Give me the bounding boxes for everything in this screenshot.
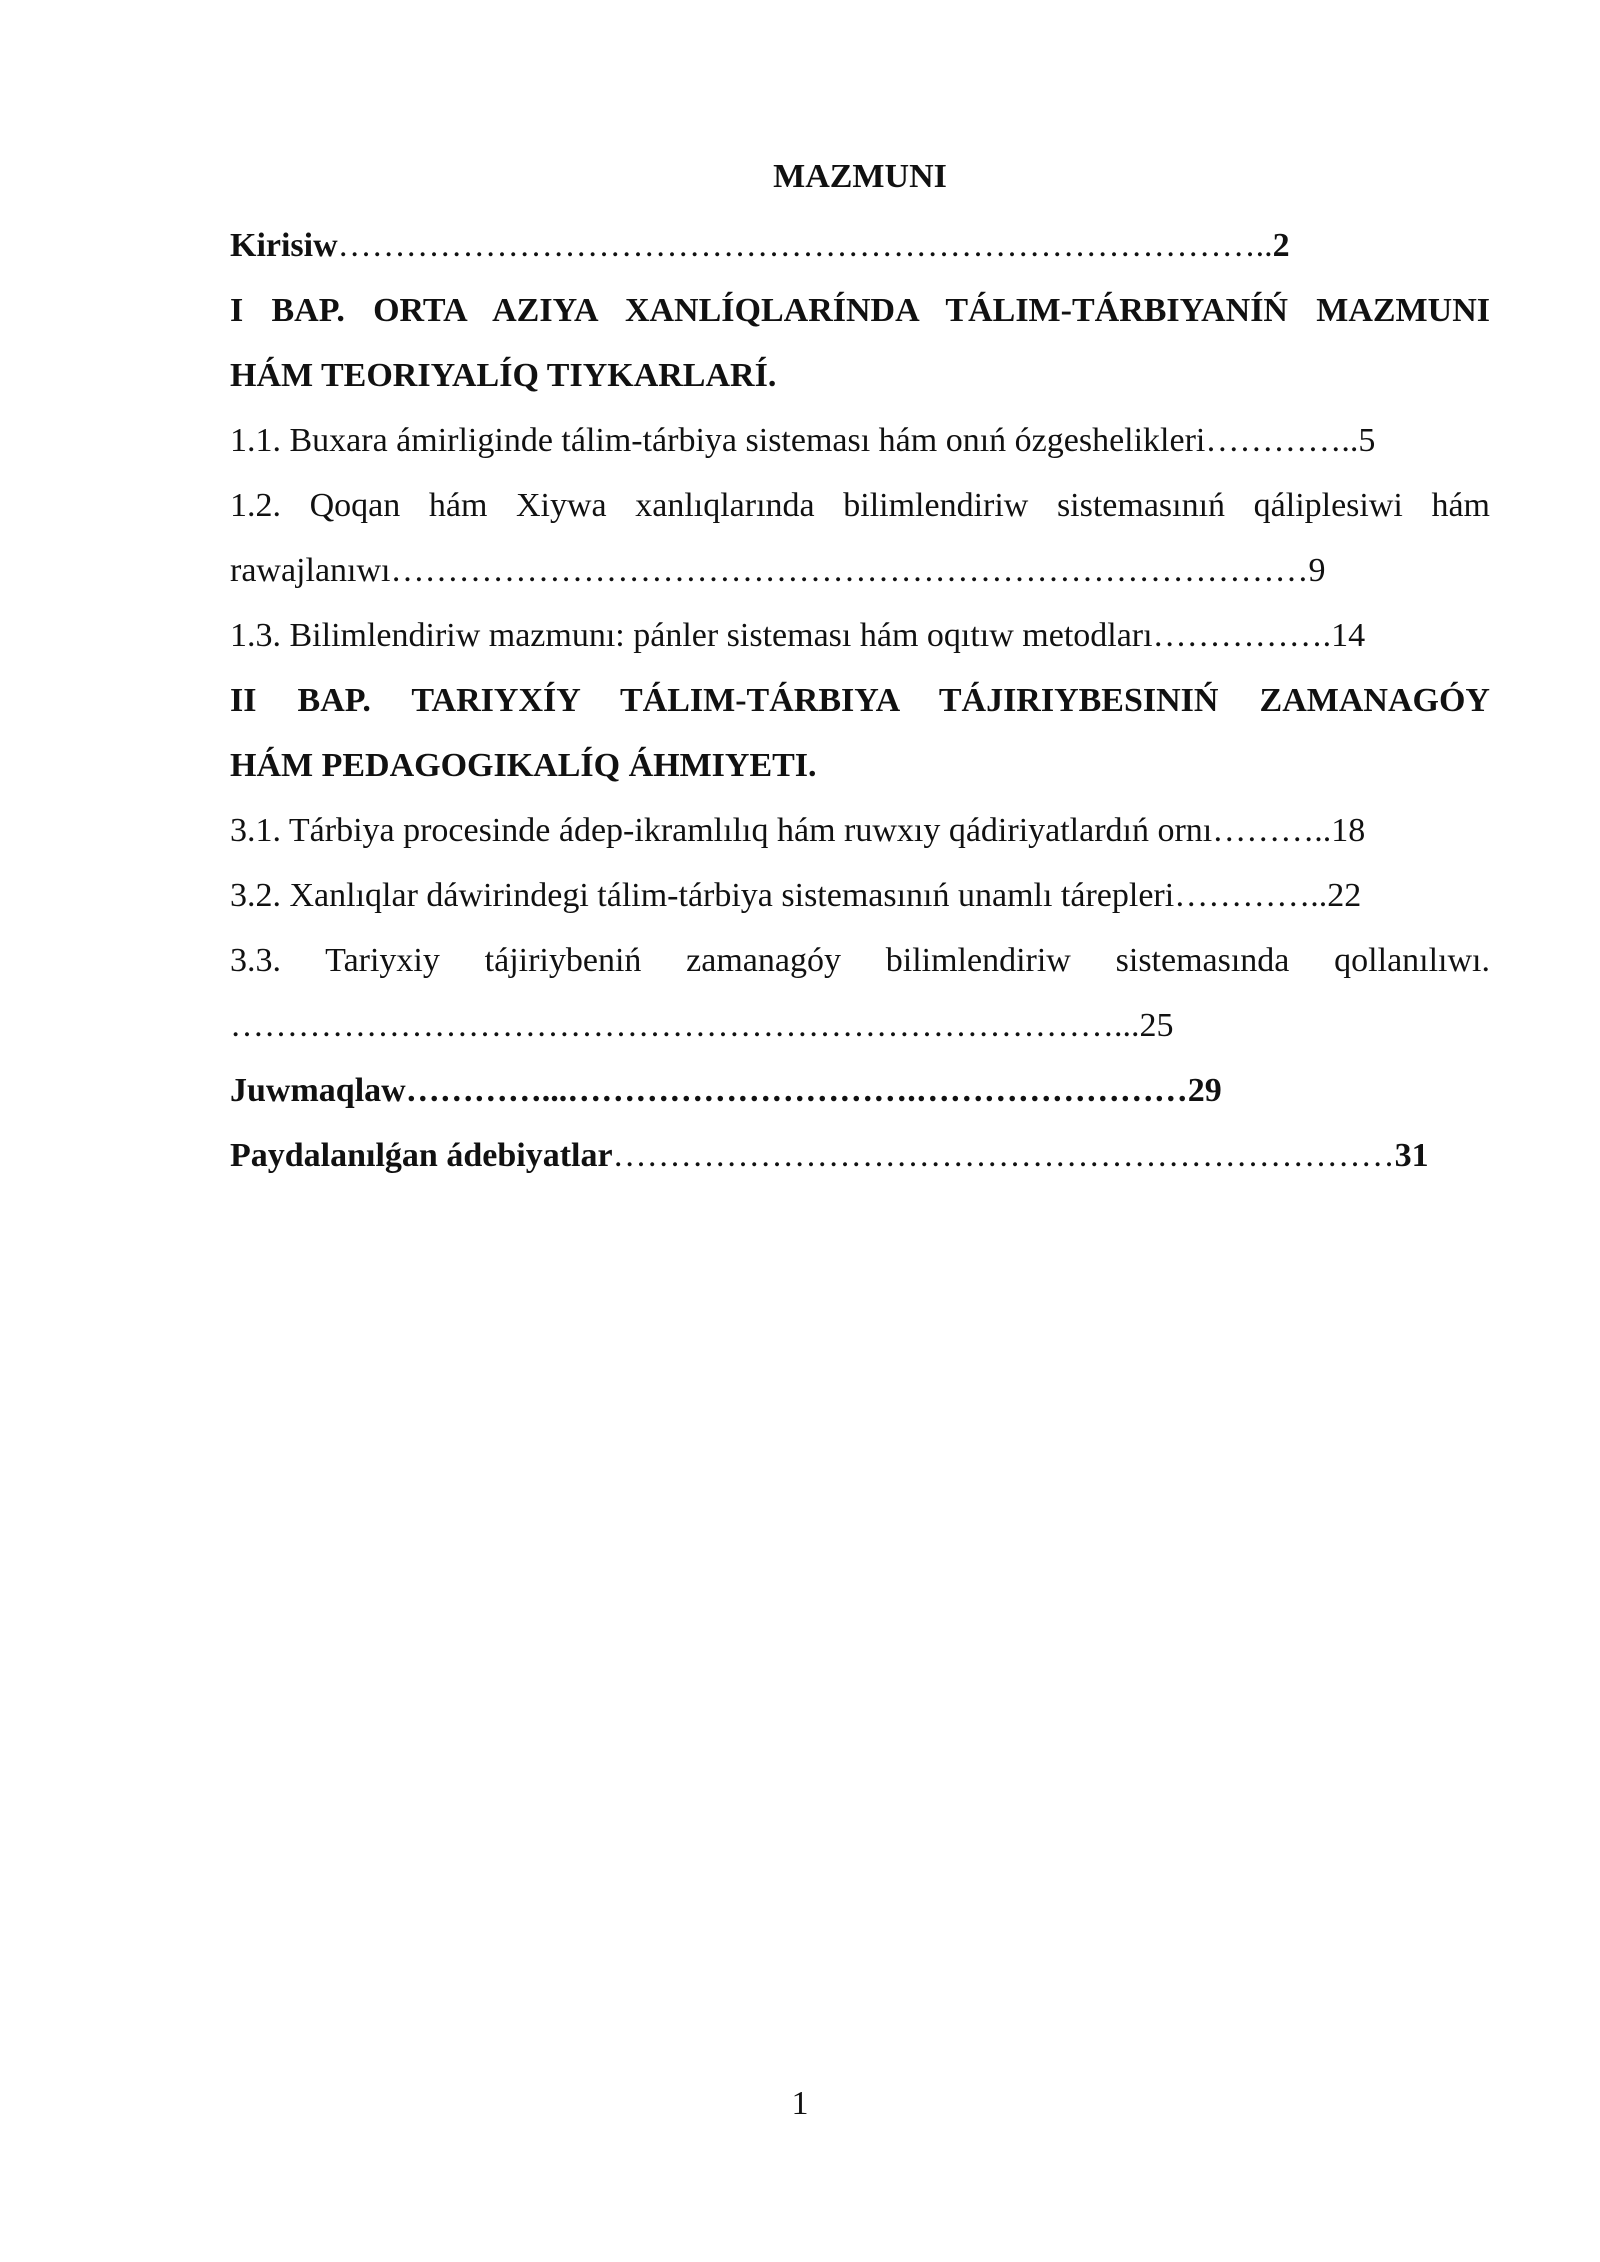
toc-entry-text: Juwmaqlaw [230,1072,406,1109]
toc-entry-1-2-line-2[interactable] [230,538,1490,603]
toc-entry-leader: ……….. [1212,812,1332,849]
toc-entry-page: 22 [1327,877,1362,914]
toc-entry-leader: ……………………………………………………………………….. [337,227,1273,264]
page-number: 1 [791,2085,809,2122]
toc-entry-leader: …………………………………………………………… [612,1137,1395,1174]
toc-entry-text: Kirisiw [230,227,338,264]
toc-entry-conclusion[interactable] [230,1058,1490,1123]
toc-entry-3-2[interactable] [230,863,1490,928]
toc-chapter-1-heading-line-2[interactable]: HÁM TEORIYALÍQ TIYKARLARÍ. [230,357,777,394]
toc-entry-text: 3.2. Xanlıqlar dáwirindegi tálim-tárbiya sistemasınıń unamlı tárepleri [230,877,1175,914]
toc-entry-leader: ……………………………………………………………………… [390,552,1309,589]
toc-entry-leader: ………….. [1174,877,1328,914]
toc-entry-1-2-line-1[interactable]: 1.2. Qoqan hám Xiywa xanlıqlarında bilimlendiriw sistemasınıń qáliplesiwi hám [230,487,1490,524]
toc-entry-references[interactable] [230,1123,1490,1188]
toc-entry-text: Paydalanılǵan ádebiyatlar [230,1137,613,1174]
toc-entry-3-3-line-2[interactable] [230,993,1490,1058]
toc-entry-page: 29 [1187,1072,1222,1109]
toc-entry-page: 9 [1308,552,1326,589]
toc-entry-introduction[interactable] [230,213,1490,278]
toc-entry-page: 25 [1139,1007,1174,1044]
toc-entry-3-3-line-1[interactable]: 3.3. Tariyxiy tájiriybeniń zamanagóy bilimlendiriw sistemasında qollanılıwı. [230,942,1490,979]
toc-entry-page: 14 [1331,617,1366,654]
toc-entry-text: 1.1. Buxara ámirliginde tálim-tárbiya sisteması hám onıń ózgeshelikleri [230,422,1206,459]
toc-entry-3-1[interactable] [230,798,1490,863]
table-of-contents [230,148,1490,1188]
toc-entry-page: 5 [1358,422,1376,459]
toc-entry-leader: ………….. [1205,422,1359,459]
toc-entry-leader: …………...………………………….…………………… [405,1072,1188,1109]
toc-entry-text: rawajlanıwı [230,552,391,589]
toc-entry-page: 18 [1331,812,1366,849]
toc-chapter-1-heading-line-1[interactable]: I BAP. ORTA AZIYA XANLÍQLARÍNDA TÁLIM-TÁRBIYANÍŃ MAZMUNI [230,292,1490,329]
toc-entry-leader: ……………………………………………………………………... [230,1007,1140,1044]
toc-title: MAZMUNI [773,158,947,195]
toc-chapter-2-heading-line-1[interactable]: II BAP. TARIYXÍY TÁLIM-TÁRBIYA TÁJIRIYBESINIŃ ZAMANAGÓY [230,682,1490,719]
toc-entry-1-3[interactable] [230,603,1490,668]
toc-entry-text: 1.3. Bilimlendiriw mazmunı: pánler sisteması hám oqıtıw metodları [230,617,1153,654]
toc-entry-text: 3.1. Tárbiya procesinde ádep-ikramlılıq hám ruwxıy qádiriyatlardıń ornı [230,812,1213,849]
toc-entry-leader: ……………. [1152,617,1332,654]
toc-entry-page: 2 [1272,227,1290,264]
toc-chapter-2-heading-line-2[interactable]: HÁM PEDAGOGIKALÍQ ÁHMIYETI. [230,747,817,784]
toc-entry-1-1[interactable] [230,408,1490,473]
toc-entry-page: 31 [1394,1137,1429,1174]
